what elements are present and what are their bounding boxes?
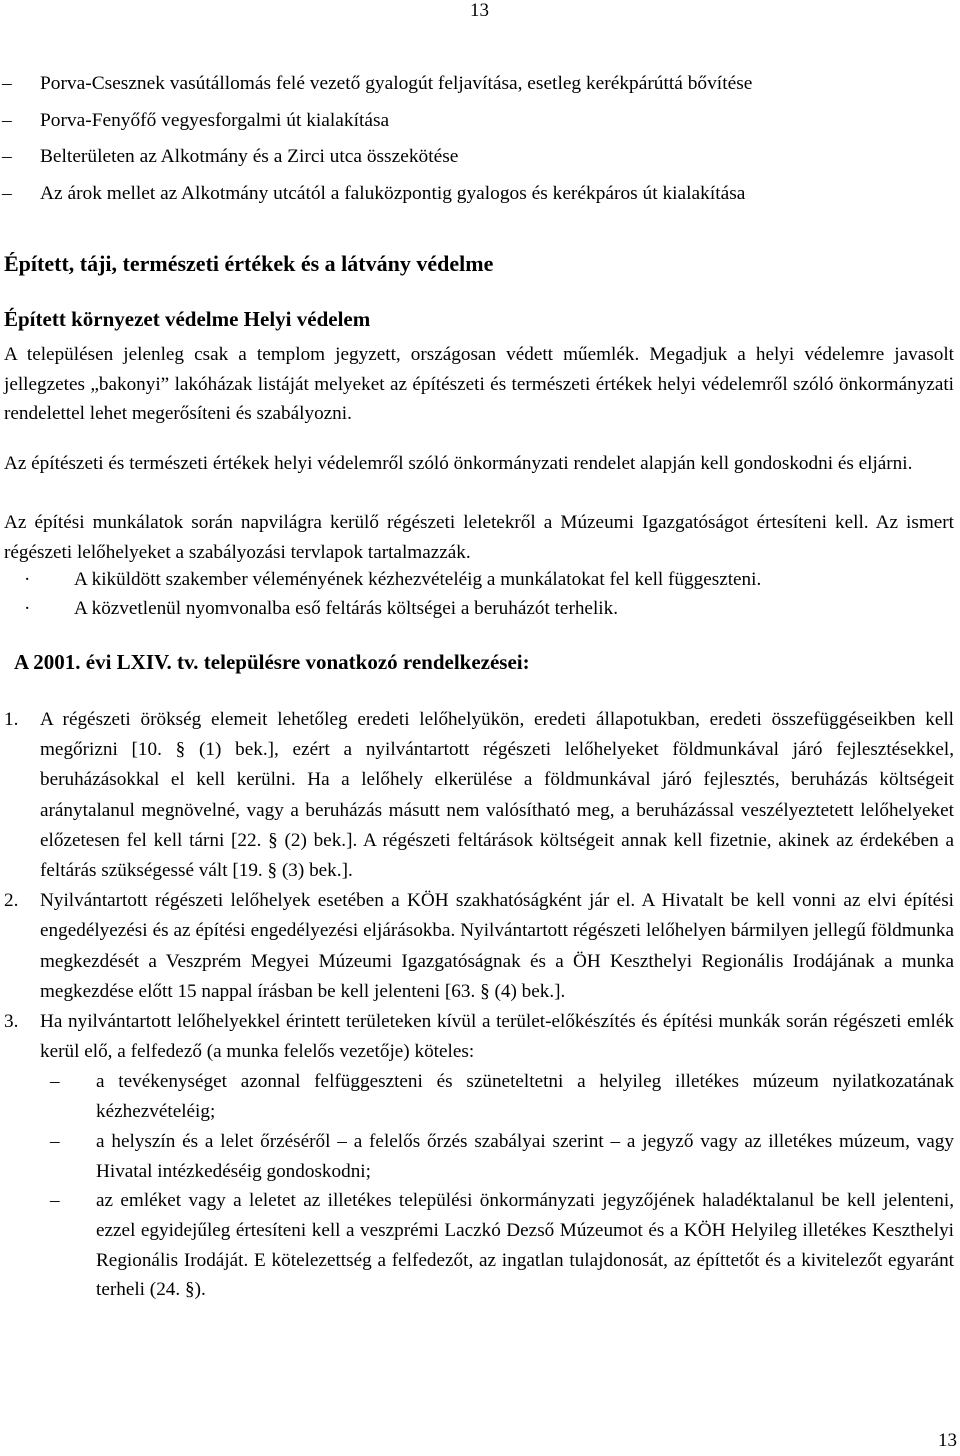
list-item-text: Porva-Csesznek vasútállomás felé vezető gyalogút feljavítása, esetleg kerékpárúttá bővítése: [40, 73, 753, 94]
paragraph-archaeology: Az építési munkálatok során napvilágra kerülő régészeti leletekről a Múzeumi Igazgatóságot értesíteni kell. Az ismert régészeti lelőhelyeket a szabályozási tervlapok tartalmazzák.: [4, 512, 954, 563]
item-text: Nyilvántartott régészeti lelőhelyek esetében a KÖH szakhatóságként jár el. A Hivatalt be kell vonni az elvi építési engedélyezési és az építési engedélyezési eljárásokba. Nyilvántartott régészeti lelőhelyen bármilyen jellegű földmunka megkezdését a Veszprém Megyei Múzeumi Igazgatóságnak és a ÖH Keszthelyi Regionális Irodájának a munka megkezdése előtt 15 nappal írásban be kell jelenteni [63. § (4) bek.].: [40, 890, 954, 1002]
sub-list-item: [40, 1186, 954, 1305]
intro-list: [2, 69, 952, 215]
list-item: [4, 565, 954, 594]
list-item: [4, 594, 954, 623]
item-text: A régészeti örökség elemeit lehetőleg eredeti lelőhelyükön, eredeti állapotukban, eredeti összefüggéseikben kell megőrizni [10. § (1) bek.], ezért a nyilvántartott régészeti lelőhelyeket földmunkával járó fejlesztésekkel, beruházásokkal el kell kerülni. Ha a lelőhely elkerülése a földmunkával járó fejlesztés, beruházás költségeit aránytalanul megnövelné, vagy a beruházás másutt nem valósítható meg, a beruházással veszélyeztetett lelőhelyeket előzetesen fel kell tárni [22. § (2) bek.]. A régészeti feltárások költségeit annak kell fizetnie, akinek az érdekében a feltárás szükségessé vált [19. § (3) bek.].: [40, 709, 954, 882]
paragraph-regulation: Az építészeti és természeti értékek helyi védelemről szóló önkormányzati rendelet alapján kell gondoskodni és eljárni.: [4, 453, 913, 474]
page-number-top: 13: [470, 0, 489, 21]
dash-marker: –: [2, 182, 12, 204]
dash-marker: –: [50, 1190, 60, 1212]
law-provisions-list: [4, 705, 954, 1305]
item-text: Ha nyilvántartott lelőhelyekkel érintett területeken kívül a terület-előkészítés és építési munkák során régészeti emlék kerül elő, a felfedező (a munka felelős vezetője) köteles:: [40, 1011, 954, 1063]
page-number-bottom: 13: [938, 1430, 957, 1451]
section-heading: Épített, táji, természeti értékek és a látvány védelme: [4, 251, 494, 276]
sub-item-text: a helyszín és a lelet őrzéséről – a felelős őrzés szabályai szerint – a jegyző vagy az illetékes múzeum, vagy Hivatal intézkedéséig gondoskodni;: [96, 1130, 954, 1182]
list-item-text: Az árok mellet az Alkotmány utcától a faluközpontig gyalogos és kerékpáros út kialakítása: [40, 182, 746, 204]
list-item-text: A kiküldött szakember véleményének kézhezvételéig a munkálatokat fel kell függeszteni.: [74, 569, 762, 590]
numbered-item: [4, 705, 954, 886]
item-number: 3.: [4, 1011, 19, 1033]
subsection-heading: Épített környezet védelme Helyi védelem: [4, 307, 371, 331]
law-heading: A 2001. évi LXIV. tv. településre vonatkozó rendelkezései:: [14, 650, 530, 674]
list-item: [2, 142, 952, 179]
sub-list-item: [40, 1067, 954, 1126]
dash-marker: –: [2, 146, 12, 167]
list-item-text: Belterületen az Alkotmány és a Zirci utca összekötése: [40, 146, 459, 167]
list-item-text: A közvetlenül nyomvonalba eső feltárás költségei a beruházót terhelik.: [74, 598, 618, 619]
sub-item-text: az emléket vagy a leletet az illetékes települési önkormányzati jegyzőjének haladéktalanul be kell jelenteni, ezzel egyidejűleg értesíteni kell a veszprémi Laczkó Dezső Múzeumot és a KÖH Helyileg illetékes Keszthelyi Regionális Irodáját. E kötelezettség a felfedezőt, az ingatlan tulajdonosát, az építtetőt és a kivitelezőt egyaránt terheli (24. §).: [96, 1190, 954, 1301]
dot-marker: ·: [24, 569, 31, 590]
sub-list-item: [40, 1127, 954, 1186]
obligations-list: [40, 1067, 954, 1305]
sub-item-text: a tevékenységet azonnal felfüggeszteni és szüneteltetni a helyileg illetékes múzeum nyilatkozatának kézhezvételéig;: [96, 1071, 954, 1123]
dot-marker: ·: [24, 598, 31, 619]
numbered-item: [4, 886, 954, 1007]
dash-marker: –: [2, 73, 12, 94]
list-item-text: Porva-Fenyőfő vegyesforgalmi út kialakítása: [40, 109, 390, 131]
list-item: [2, 179, 952, 216]
paragraph-local-protection: A településen jelenleg csak a templom jegyzett, országosan védett műemlék. Megadjuk a helyi védelemre javasolt jellegzetes „bakonyi” lakóházak listáját melyeket az építészeti és természeti értékek helyi védelemről szóló önkormányzati rendelettel lehet megerősíteni és szabályozni.: [4, 344, 954, 424]
item-number: 1.: [4, 709, 19, 730]
item-number: 2.: [4, 890, 19, 912]
numbered-item: [4, 1007, 954, 1305]
dot-list: [4, 565, 954, 623]
dash-marker: –: [2, 109, 12, 131]
list-item: [2, 106, 952, 143]
dash-marker: –: [50, 1071, 60, 1093]
dash-marker: –: [50, 1130, 60, 1152]
list-item: [2, 69, 952, 106]
